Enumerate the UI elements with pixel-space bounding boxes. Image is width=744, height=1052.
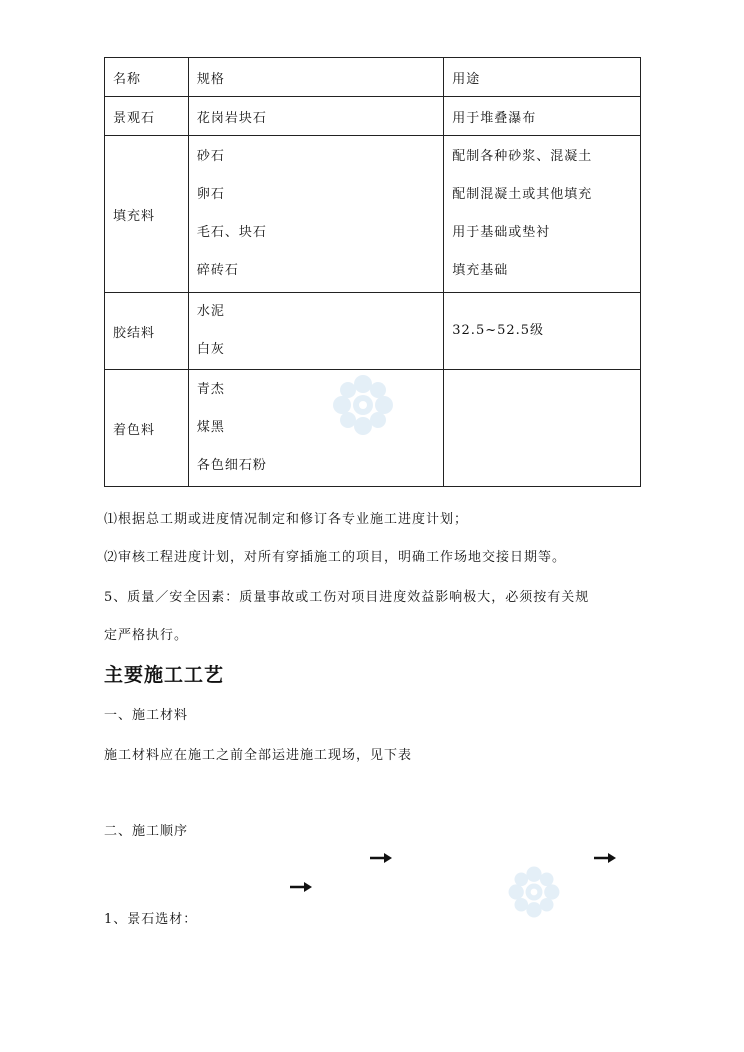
row-spec-cell: 花岗岩块石 bbox=[188, 97, 443, 136]
row-spec-cell bbox=[188, 136, 443, 293]
materials-table bbox=[104, 57, 641, 487]
watermark-flower-icon bbox=[506, 864, 562, 920]
row-name-cell: 景观石 bbox=[105, 97, 189, 136]
header-cell-spec: 规格 bbox=[188, 58, 443, 97]
arrow-right-icon bbox=[594, 853, 616, 863]
use-item: 32.5~52.5级 bbox=[452, 323, 545, 338]
spec-item: 卵石 bbox=[196, 187, 225, 202]
use-item: 配制混凝土或其他填充 bbox=[452, 187, 593, 202]
arrow-right-icon bbox=[290, 882, 312, 892]
use-item: 填充基础 bbox=[452, 263, 509, 278]
row-use-cell: 用于堆叠瀑布 bbox=[444, 97, 641, 136]
spec-item: 青杰 bbox=[196, 382, 225, 397]
subsection-title: 一、施工材料 bbox=[104, 708, 189, 723]
spec-item: 水泥 bbox=[196, 304, 225, 319]
arrow-right-icon bbox=[370, 853, 392, 863]
header-cell-name: 名称 bbox=[105, 58, 189, 97]
subsection-title: 二、施工顺序 bbox=[104, 824, 189, 839]
table-row bbox=[105, 97, 641, 136]
paragraph: 定严格执行。 bbox=[104, 628, 189, 643]
row-use-cell bbox=[444, 293, 641, 370]
use-item: 配制各种砂浆、混凝土 bbox=[452, 149, 593, 164]
header-cell-use: 用途 bbox=[444, 58, 641, 97]
subsection-title: 1、景石选材： bbox=[104, 912, 198, 927]
spec-item: 煤黑 bbox=[196, 420, 225, 435]
row-use-cell bbox=[444, 370, 641, 487]
table-row bbox=[105, 293, 641, 370]
spec-item: 白灰 bbox=[196, 342, 225, 357]
row-name-cell: 着色料 bbox=[105, 370, 189, 487]
row-name-cell: 填充料 bbox=[105, 136, 189, 293]
spec-item: 毛石、块石 bbox=[196, 225, 267, 240]
paragraph: ⑴根据总工期或进度情况制定和修订各专业施工进度计划； bbox=[104, 512, 469, 527]
paragraph: 施工材料应在施工之前全部运进施工现场，见下表 bbox=[104, 748, 413, 763]
table-row bbox=[105, 136, 641, 293]
table-header-row bbox=[105, 58, 641, 97]
table-row bbox=[105, 370, 641, 487]
row-spec-cell bbox=[188, 293, 443, 370]
use-item: 用于基础或垫衬 bbox=[452, 225, 551, 240]
row-spec-cell bbox=[188, 370, 443, 487]
paragraph: 5、质量／安全因素：质量事故或工伤对项目进度效益影响极大，必须按有关规 bbox=[104, 590, 590, 605]
spec-item: 砂石 bbox=[196, 149, 225, 164]
spec-item: 碎砖石 bbox=[196, 263, 239, 278]
section-heading: 主要施工工艺 bbox=[104, 664, 225, 686]
row-use-cell bbox=[444, 136, 641, 293]
spec-item: 各色细石粉 bbox=[196, 458, 267, 473]
row-name-cell: 胶结料 bbox=[105, 293, 189, 370]
paragraph: ⑵审核工程进度计划，对所有穿插施工的项目，明确工作场地交接日期等。 bbox=[104, 550, 567, 565]
